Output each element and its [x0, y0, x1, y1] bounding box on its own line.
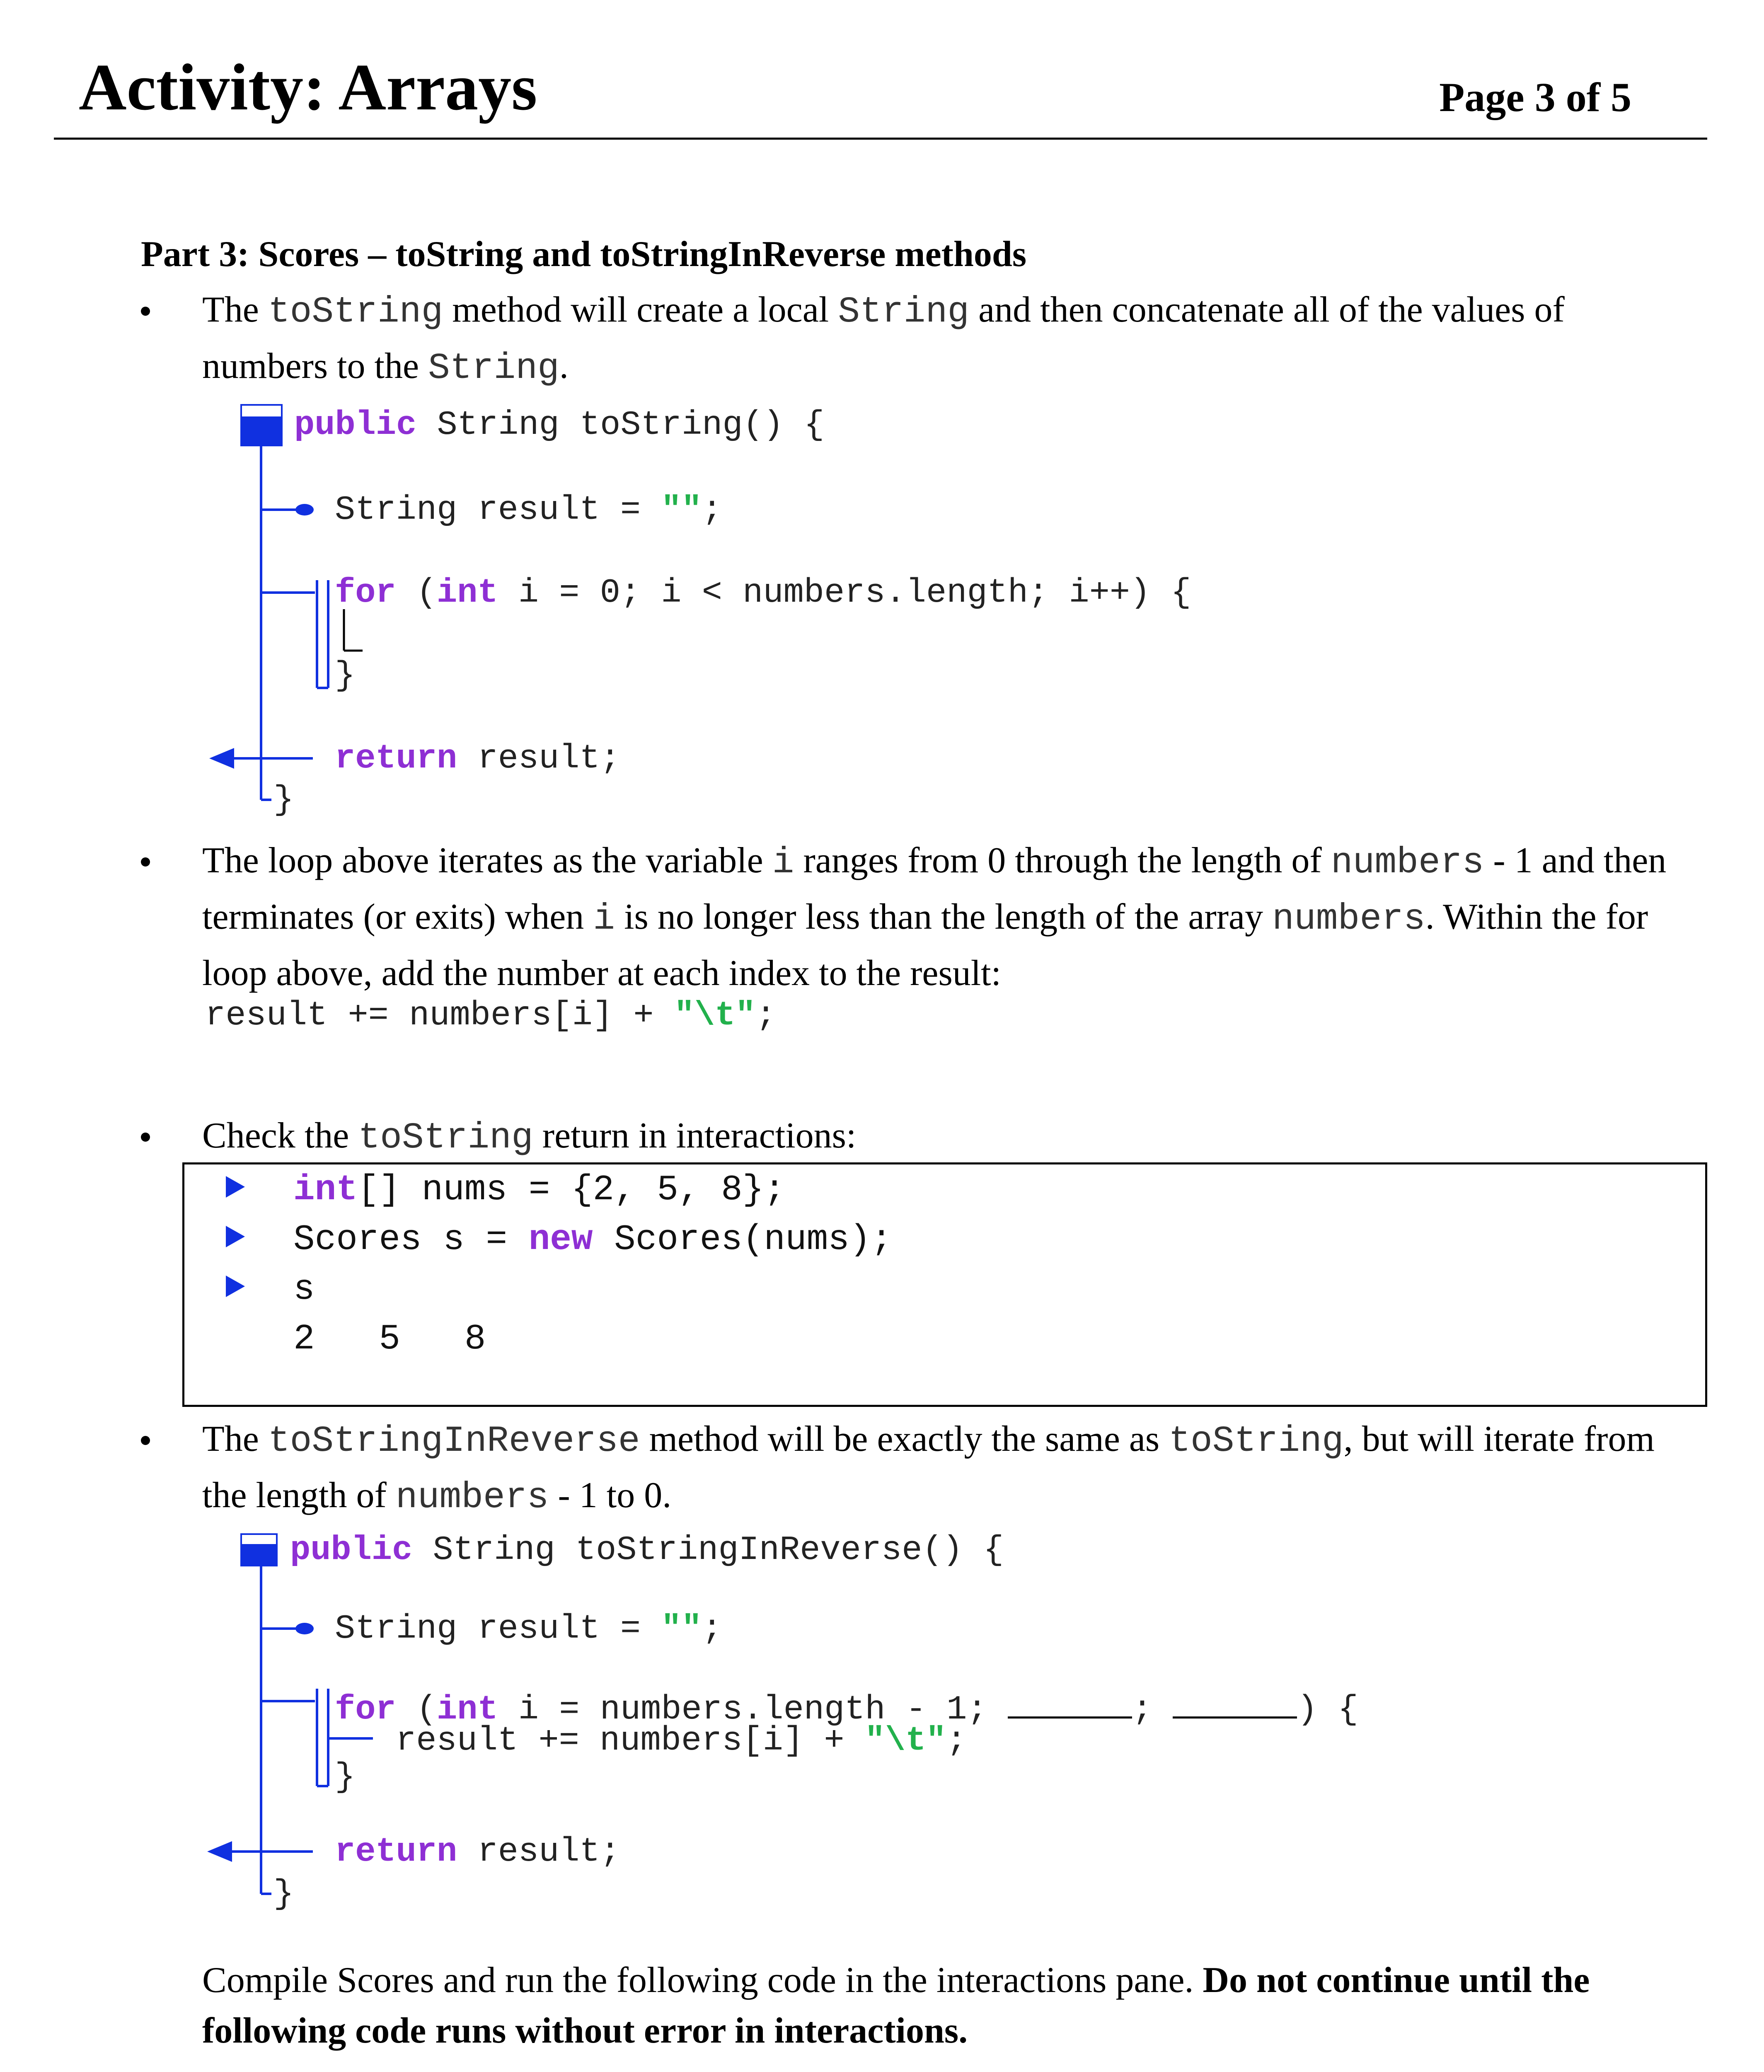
code-inline: toString — [268, 292, 443, 333]
return-arrow-icon — [207, 1841, 232, 1862]
code-line: String result = ""; — [335, 491, 722, 529]
code-line: String result = ""; — [335, 1610, 722, 1648]
bullet-dot — [141, 1133, 150, 1142]
fill-in-blank-condition[interactable] — [1008, 1687, 1132, 1719]
code-inline: String — [838, 292, 970, 333]
interaction-line: s — [293, 1269, 315, 1310]
page-number: Page 3 of 5 — [1439, 74, 1631, 120]
code-line: } — [335, 656, 356, 695]
paragraph-tostring: The toString method will create a local String and then concatenate all of the values of numbers to the String. — [202, 290, 1565, 389]
code-line: result += numbers[i] + "\t"; — [396, 1721, 967, 1760]
code-snippet-result: result += numbers[i] + "\t"; — [205, 996, 776, 1035]
code-line: } — [335, 1758, 356, 1796]
paragraph-check: Check the toString return in interactions: — [202, 1116, 857, 1159]
paragraph-reverse: The toStringInReverse method will be exactly the same as toString, but will iterate from the length of numbers - 1 to 0. — [202, 1419, 1655, 1518]
code-line: return result; — [335, 739, 620, 778]
code-line: for (int i = 0; i < numbers.length; i++) { — [335, 574, 1191, 612]
interaction-line: Scores s = new Scores(nums); — [293, 1219, 893, 1260]
code-inline: String — [428, 348, 559, 389]
code-line: public String toStringInReverse() { — [290, 1531, 1004, 1569]
bullet-dot — [141, 307, 150, 316]
collapse-box-icon — [240, 404, 283, 446]
paragraph-loop: The loop above iterates as the variable i ranges from 0 through the length of numbers - 1 and then terminates (or exits) when i is no longer less than the length of the array numbers. Within the for loop above, add the number at each index to the result: — [202, 840, 1667, 993]
code-line: } — [273, 781, 294, 819]
collapse-box-icon — [240, 1533, 278, 1566]
code-line: public String toString() { — [294, 406, 825, 444]
interaction-output: 2 5 8 — [293, 1319, 486, 1359]
prompt-arrow-icon — [226, 1226, 245, 1247]
code-line: return result; — [335, 1832, 620, 1871]
prompt-arrow-icon — [226, 1176, 245, 1198]
prompt-arrow-icon — [226, 1276, 245, 1297]
bullet-dot — [141, 857, 150, 867]
paragraph-compile: Compile Scores and run the following code in the interactions pane. Do not continue until the following code runs without error in interactions. — [202, 1960, 1590, 2051]
fill-in-blank-update[interactable] — [1173, 1687, 1297, 1719]
code-line: for (int i = numbers.length - 1; ; ) { — [335, 1687, 1358, 1727]
code-line: } — [273, 1875, 294, 1913]
page-title: Activity: Arrays — [79, 50, 537, 124]
interaction-line: int[] nums = {2, 5, 8}; — [293, 1169, 785, 1210]
section-heading: Part 3: Scores – toString and toStringInReverse methods — [141, 234, 1027, 274]
bullet-dot — [141, 1436, 150, 1445]
header-divider — [54, 138, 1707, 140]
return-arrow-icon — [209, 748, 234, 769]
